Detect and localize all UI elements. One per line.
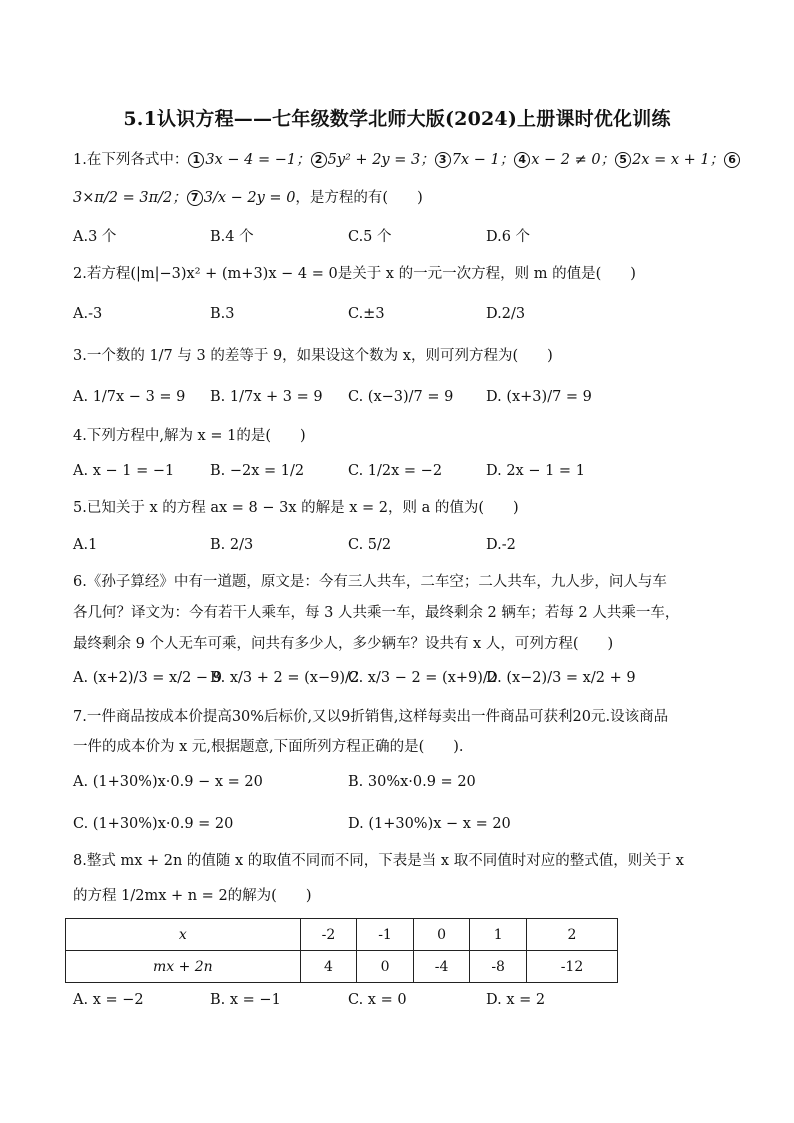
table-cell: -8 (470, 951, 527, 983)
question-3-stem: 3.一个数的 1/7 与 3 的差等于 9，如果设这个数为 x，则可列方程为( ) (73, 348, 553, 364)
q8-option-d: D. x = 2 (486, 992, 546, 1008)
q3-option-b: B. 1/7x + 3 = 9 (210, 389, 323, 405)
table-cell: -12 (526, 951, 617, 983)
page-title: 5.1认识方程——七年级数学北师大版(2024)上册课时优化训练 (123, 108, 671, 130)
q7-option-a: A. (1+30%)x·0.9 − x = 20 (73, 774, 263, 790)
table-cell: 0 (357, 951, 414, 983)
table-cell: mx + 2n (66, 951, 301, 983)
question-7-stem-line1: 7.一件商品按成本价提高30%后标价,又以9折销售,这样每卖出一件商品可获利20元.设该商品 (73, 709, 669, 725)
q1-option-d: D.6 个 (486, 229, 531, 245)
q1-option-a: A.3 个 (73, 229, 117, 245)
q8-option-a: A. x = −2 (73, 992, 144, 1008)
question-5-stem: 5.已知关于 x 的方程 ax = 8 − 3x 的解是 x = 2，则 a 的值为( ) (73, 500, 519, 516)
q1-option-c: C.5 个 (348, 229, 392, 245)
q6-option-c: C. x/3 − 2 = (x+9)/2 (348, 670, 498, 686)
table-cell: -2 (300, 919, 357, 951)
table-cell: 1 (470, 919, 527, 951)
q4-option-c: C. 1/2x = −2 (348, 463, 443, 479)
q1-option-b: B.4 个 (210, 229, 254, 245)
question-6-stem-line1: 6.《孙子算经》中有一道题，原文是：今有三人共车，二车空；二人共车，九人步，问人与车 (73, 574, 667, 590)
value-table (65, 918, 618, 983)
q7-option-b: B. 30%x·0.9 = 20 (348, 774, 476, 790)
question-6-stem-line3: 最终剩余 9 个人无车可乘，问共有多少人，多少辆车？设共有 x 人，可列方程( ) (73, 636, 614, 652)
q2-option-d: D.2/3 (486, 306, 526, 322)
q4-option-d: D. 2x − 1 = 1 (486, 463, 585, 479)
q2-option-c: C.±3 (348, 306, 385, 322)
q3-option-a: A. 1/7x − 3 = 9 (73, 389, 186, 405)
table-cell: -4 (413, 951, 470, 983)
q6-option-a: A. (x+2)/3 = x/2 − 9 (73, 670, 222, 686)
table-row (66, 919, 618, 951)
q5-option-c: C. 5/2 (348, 537, 392, 553)
q3-option-c: C. (x−3)/7 = 9 (348, 389, 454, 405)
question-8-stem-line2: 的方程 1/2mx + n = 2的解为( ) (73, 888, 312, 904)
q8-option-b: B. x = −1 (210, 992, 281, 1008)
q4-option-b: B. −2x = 1/2 (210, 463, 305, 479)
q2-option-b: B.3 (210, 306, 235, 322)
question-7-stem-line2: 一件的成本价为 x 元,根据题意,下面所列方程正确的是( ). (73, 739, 464, 755)
question-1-stem-line2: 3×π/2 = 3π/2； 7 3/x − 2y = 0，是方程的有( ) (73, 190, 423, 206)
question-8-stem-line1: 8.整式 mx + 2n 的值随 x 的取值不同而不同，下表是当 x 取不同值时对应的整式值，则关于 x (73, 853, 684, 869)
q2-option-a: A.-3 (73, 306, 103, 322)
q4-option-a: A. x − 1 = −1 (73, 463, 175, 479)
table-cell: 4 (300, 951, 357, 983)
q7-option-d: D. (1+30%)x − x = 20 (348, 816, 511, 832)
q3-option-d: D. (x+3)/7 = 9 (486, 389, 592, 405)
table-cell: x (66, 919, 301, 951)
question-2-stem: 2.若方程(|m|−3)x² + (m+3)x − 4 = 0是关于 x 的一元一次方程，则 m 的值是( ) (73, 266, 636, 282)
q5-option-a: A.1 (73, 537, 98, 553)
table-cell: -1 (357, 919, 414, 951)
question-6-stem-line2: 各几何？译文为：今有若干人乘车，每 3 人共乘一车，最终剩余 2 辆车；若每 2 人共乘一车， (73, 605, 680, 621)
q6-option-d: D. (x−2)/3 = x/2 + 9 (486, 670, 636, 686)
q6-option-b: B. x/3 + 2 = (x−9)/2 (210, 670, 360, 686)
q7-option-c: C. (1+30%)x·0.9 = 20 (73, 816, 234, 832)
table-row (66, 951, 618, 983)
q5-option-b: B. 2/3 (210, 537, 254, 553)
q5-option-d: D.-2 (486, 537, 516, 553)
q8-option-c: C. x = 0 (348, 992, 407, 1008)
table-cell: 0 (413, 919, 470, 951)
table-cell: 2 (526, 919, 617, 951)
question-1-stem: 1.在下列各式中： 1 3x − 4 = −1； 2 5y² + 2y = 3； 3 7x − 1； 4 x − 2 ≠ 0； 5 2x = x + 1； 6 (73, 150, 741, 170)
question-4-stem: 4.下列方程中,解为 x = 1的是( ) (73, 428, 306, 444)
